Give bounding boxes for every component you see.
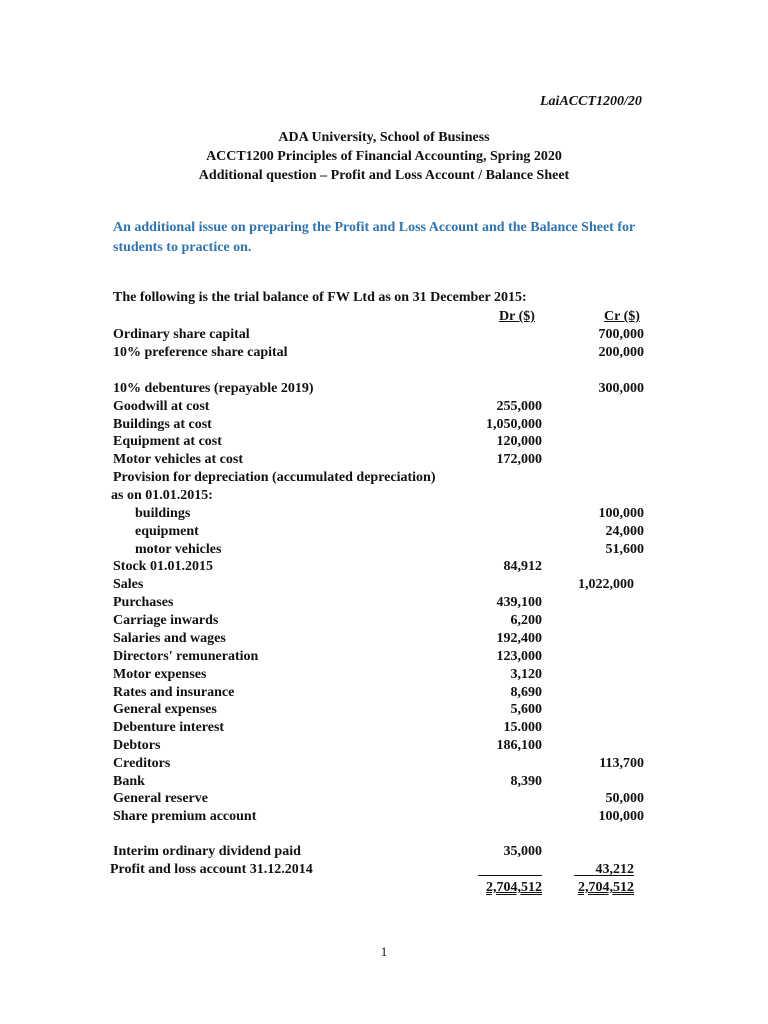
row-label: Profit and loss account 31.12.2014 (110, 862, 313, 877)
row-label: equipment (135, 524, 199, 539)
table-row (0, 451, 768, 469)
row-cr-amount: 50,000 (605, 791, 644, 806)
table-row (0, 612, 768, 630)
table-row (0, 541, 768, 559)
row-label: as on 01.01.2015: (111, 488, 213, 503)
intro-paragraph: An additional issue on preparing the Profit and Loss Account and the Balance Sheet for students to practice on. (113, 220, 635, 255)
row-dr-amount: 1,050,000 (486, 417, 542, 432)
row-dr-amount: 123,000 (496, 649, 542, 664)
row-label: Carriage inwards (113, 613, 219, 628)
row-label: Sales (113, 577, 144, 592)
row-label: 10% debentures (repayable 2019) (113, 381, 314, 396)
row-label: Provision for depreciation (accumulated depreciation) (113, 470, 436, 485)
table-row (0, 576, 768, 594)
row-cr-amount: 700,000 (598, 327, 644, 342)
row-cr-amount: 24,000 (605, 524, 644, 539)
document-code: LaiACCT1200/20 (540, 94, 642, 109)
row-dr-amount: 186,100 (496, 738, 542, 753)
row-dr-amount: 15.000 (503, 720, 542, 735)
row-label: Share premium account (113, 809, 257, 824)
table-row (0, 344, 768, 362)
trial-balance-title: The following is the trial balance of FW Ltd as on 31 December 2015: (113, 290, 527, 305)
row-cr-amount: 113,700 (599, 756, 644, 771)
row-label: Motor vehicles at cost (113, 452, 243, 467)
table-row (0, 630, 768, 648)
row-dr-amount: 35,000 (503, 844, 542, 859)
row-dr-amount: 8,390 (510, 774, 542, 789)
row-dr-amount: 439,100 (496, 595, 542, 610)
row-label: Salaries and wages (113, 631, 226, 646)
row-cr-amount: 100,000 (598, 809, 644, 824)
table-row (0, 558, 768, 576)
dr-subtotal-rule (478, 875, 542, 876)
table-row (0, 433, 768, 451)
course-heading: ACCT1200 Principles of Financial Accounting, Spring 2020 (206, 149, 562, 164)
university-heading: ADA University, School of Business (278, 130, 490, 145)
row-dr-amount: 8,690 (510, 685, 542, 700)
row-label: General reserve (113, 791, 208, 806)
row-dr-amount: 172,000 (496, 452, 542, 467)
table-row (0, 808, 768, 826)
table-row (0, 666, 768, 684)
question-heading: Additional question – Profit and Loss Account / Balance Sheet (198, 168, 570, 183)
row-dr-amount: 84,912 (503, 559, 542, 574)
cr-subtotal-rule (574, 875, 634, 876)
row-label: Rates and insurance (113, 685, 235, 700)
row-cr-amount: 43,212 (595, 862, 634, 877)
row-label: Interim ordinary dividend paid (113, 844, 301, 859)
page-number: 1 (380, 944, 388, 959)
table-row (0, 773, 768, 791)
table-row (0, 790, 768, 808)
row-label: 10% preference share capital (113, 345, 288, 360)
cr-column-header: Cr ($) (604, 309, 640, 324)
row-cr-amount: 1,022,000 (578, 577, 634, 592)
row-label: buildings (135, 506, 191, 521)
table-row (0, 594, 768, 612)
row-label: Buildings at cost (113, 417, 212, 432)
row-cr-amount: 200,000 (598, 345, 644, 360)
row-label: Ordinary share capital (113, 327, 250, 342)
trial-balance-total-row (0, 879, 768, 897)
row-dr-amount: 6,200 (510, 613, 542, 628)
row-cr-amount: 300,000 (598, 381, 644, 396)
table-row (0, 505, 768, 523)
row-label: Debenture interest (113, 720, 225, 735)
table-row (0, 843, 768, 861)
row-label: Directors' remuneration (113, 649, 259, 664)
table-row (0, 719, 768, 737)
table-row (0, 416, 768, 434)
total-cr: 2,704,512 (578, 880, 634, 895)
row-label: Motor expenses (113, 667, 207, 682)
row-dr-amount: 120,000 (496, 434, 542, 449)
table-row (0, 523, 768, 541)
total-dr: 2,704,512 (486, 880, 542, 895)
row-label: Goodwill at cost (113, 399, 210, 414)
row-label: General expenses (113, 702, 217, 717)
table-row (0, 648, 768, 666)
table-row (0, 737, 768, 755)
row-label: Equipment at cost (113, 434, 222, 449)
dr-column-header: Dr ($) (499, 309, 535, 324)
row-dr-amount: 3,120 (510, 667, 542, 682)
row-label: Debtors (113, 738, 161, 753)
table-row (0, 398, 768, 416)
table-row (0, 861, 768, 879)
row-dr-amount: 255,000 (496, 399, 542, 414)
table-row (0, 684, 768, 702)
table-row (0, 380, 768, 398)
table-row (0, 701, 768, 719)
table-row (0, 326, 768, 344)
table-row (0, 487, 768, 505)
row-label: motor vehicles (135, 542, 222, 557)
row-label: Creditors (113, 756, 171, 771)
table-row (0, 469, 768, 487)
row-dr-amount: 192,400 (496, 631, 542, 646)
table-row (0, 755, 768, 773)
row-dr-amount: 5,600 (510, 702, 542, 717)
row-label: Purchases (113, 595, 174, 610)
row-cr-amount: 51,600 (605, 542, 644, 557)
row-label: Stock 01.01.2015 (113, 559, 213, 574)
row-cr-amount: 100,000 (598, 506, 644, 521)
row-label: Bank (113, 774, 145, 789)
